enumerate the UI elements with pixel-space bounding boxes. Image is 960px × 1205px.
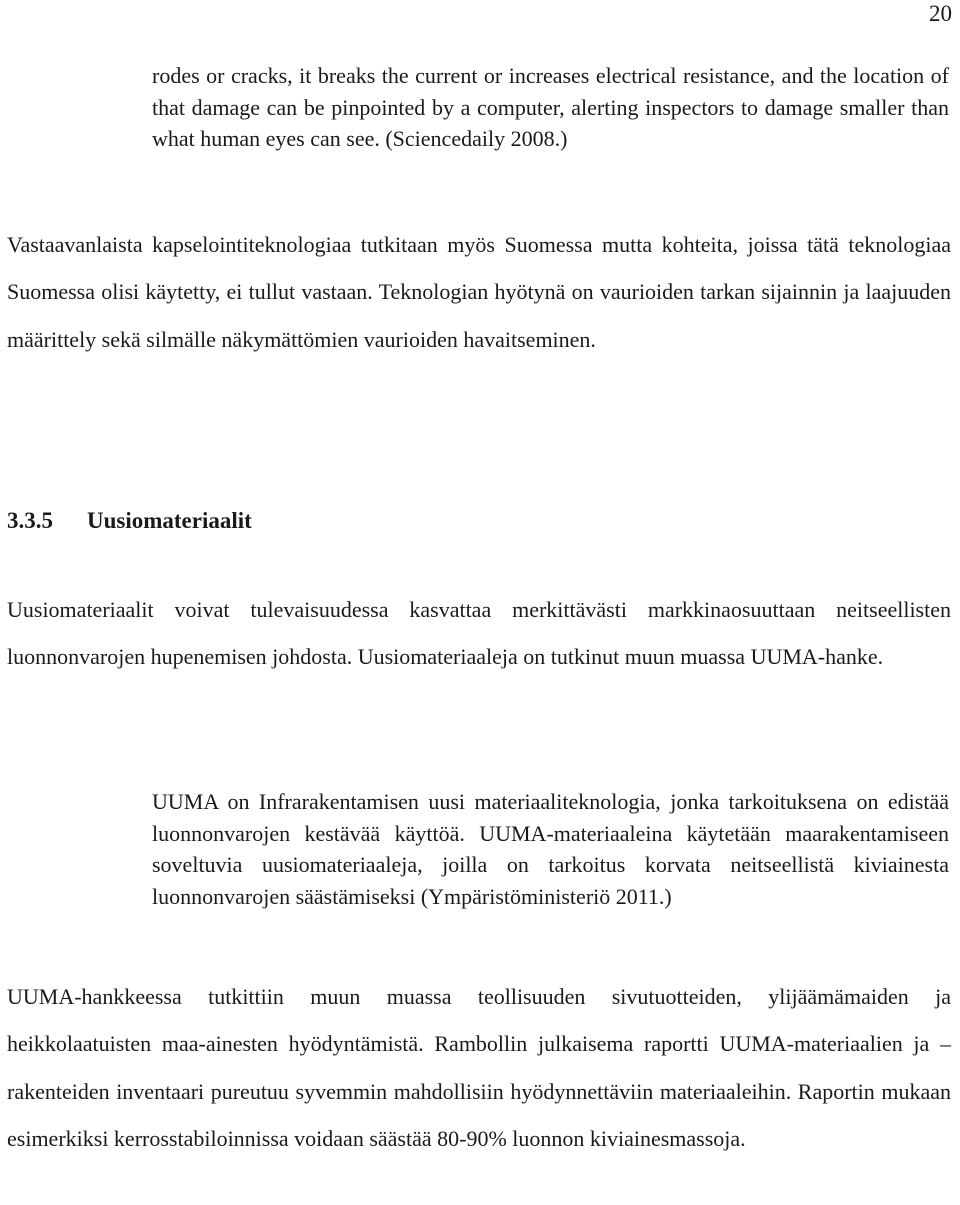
body-paragraph-2: Uusiomateriaalit voivat tulevaisuudessa kasvattaa merkittävästi markkinaosuuttaan neitseellisten luonnonvarojen hupenemisen johdosta. Uusiomateriaaleja on tutkinut muun muassa UUMA-hanke.	[7, 597, 951, 670]
body-paragraph-1: Vastaavanlaista kapselointiteknologiaa tutkitaan myös Suomessa mutta kohteita, joissa tätä teknologiaa Suomessa olisi käytetty, ei tullut vastaan. Teknologian hyötynä on vaurioiden tarkan sijainnin ja laajuuden määrittely sekä silmälle näkymättömien vaurioiden havaitseminen.	[7, 232, 951, 352]
quote-block-top: rodes or cracks, it breaks the current or increases electrical resistance, and the location of that damage can be pinpointed by a computer, alerting inspectors to damage smaller than what human eyes can see. (Sciencedaily 2008.)	[152, 63, 949, 151]
quote-block-uuma: UUMA on Infrarakentamisen uusi materiaaliteknologia, jonka tarkoituksena on edistää luonnonvarojen kestävää käyttöä. UUMA-materiaaleina käytetään maarakentamiseen soveltuvia uusiomateriaaleja, joilla on tarkoitus korvata neitseellistä kiviainesta luonnonvarojen säästämiseksi (Ympäristöministeriö 2011.)	[152, 789, 949, 909]
section-title: Uusiomateriaalit	[87, 508, 252, 533]
section-number: 3.3.5	[7, 508, 53, 533]
body-paragraph-3: UUMA-hankkeessa tutkittiin muun muassa teollisuuden sivutuotteiden, ylijäämämaiden ja heikkolaatuisten maa-ainesten hyödyntämistä. Rambollin julkaisema raportti UUMA-materiaalien ja – rakenteiden inventaari pureutuu syvemmin mahdollisiin hyödynnettäviin materiaaleihin. Raportin mukaan esimerkiksi kerrosstabiloinnissa voidaan säästää 80-90% luonnon kiviainesmassoja.	[7, 984, 951, 1151]
page-number: 20	[929, 1, 952, 26]
section-heading	[7, 505, 252, 537]
